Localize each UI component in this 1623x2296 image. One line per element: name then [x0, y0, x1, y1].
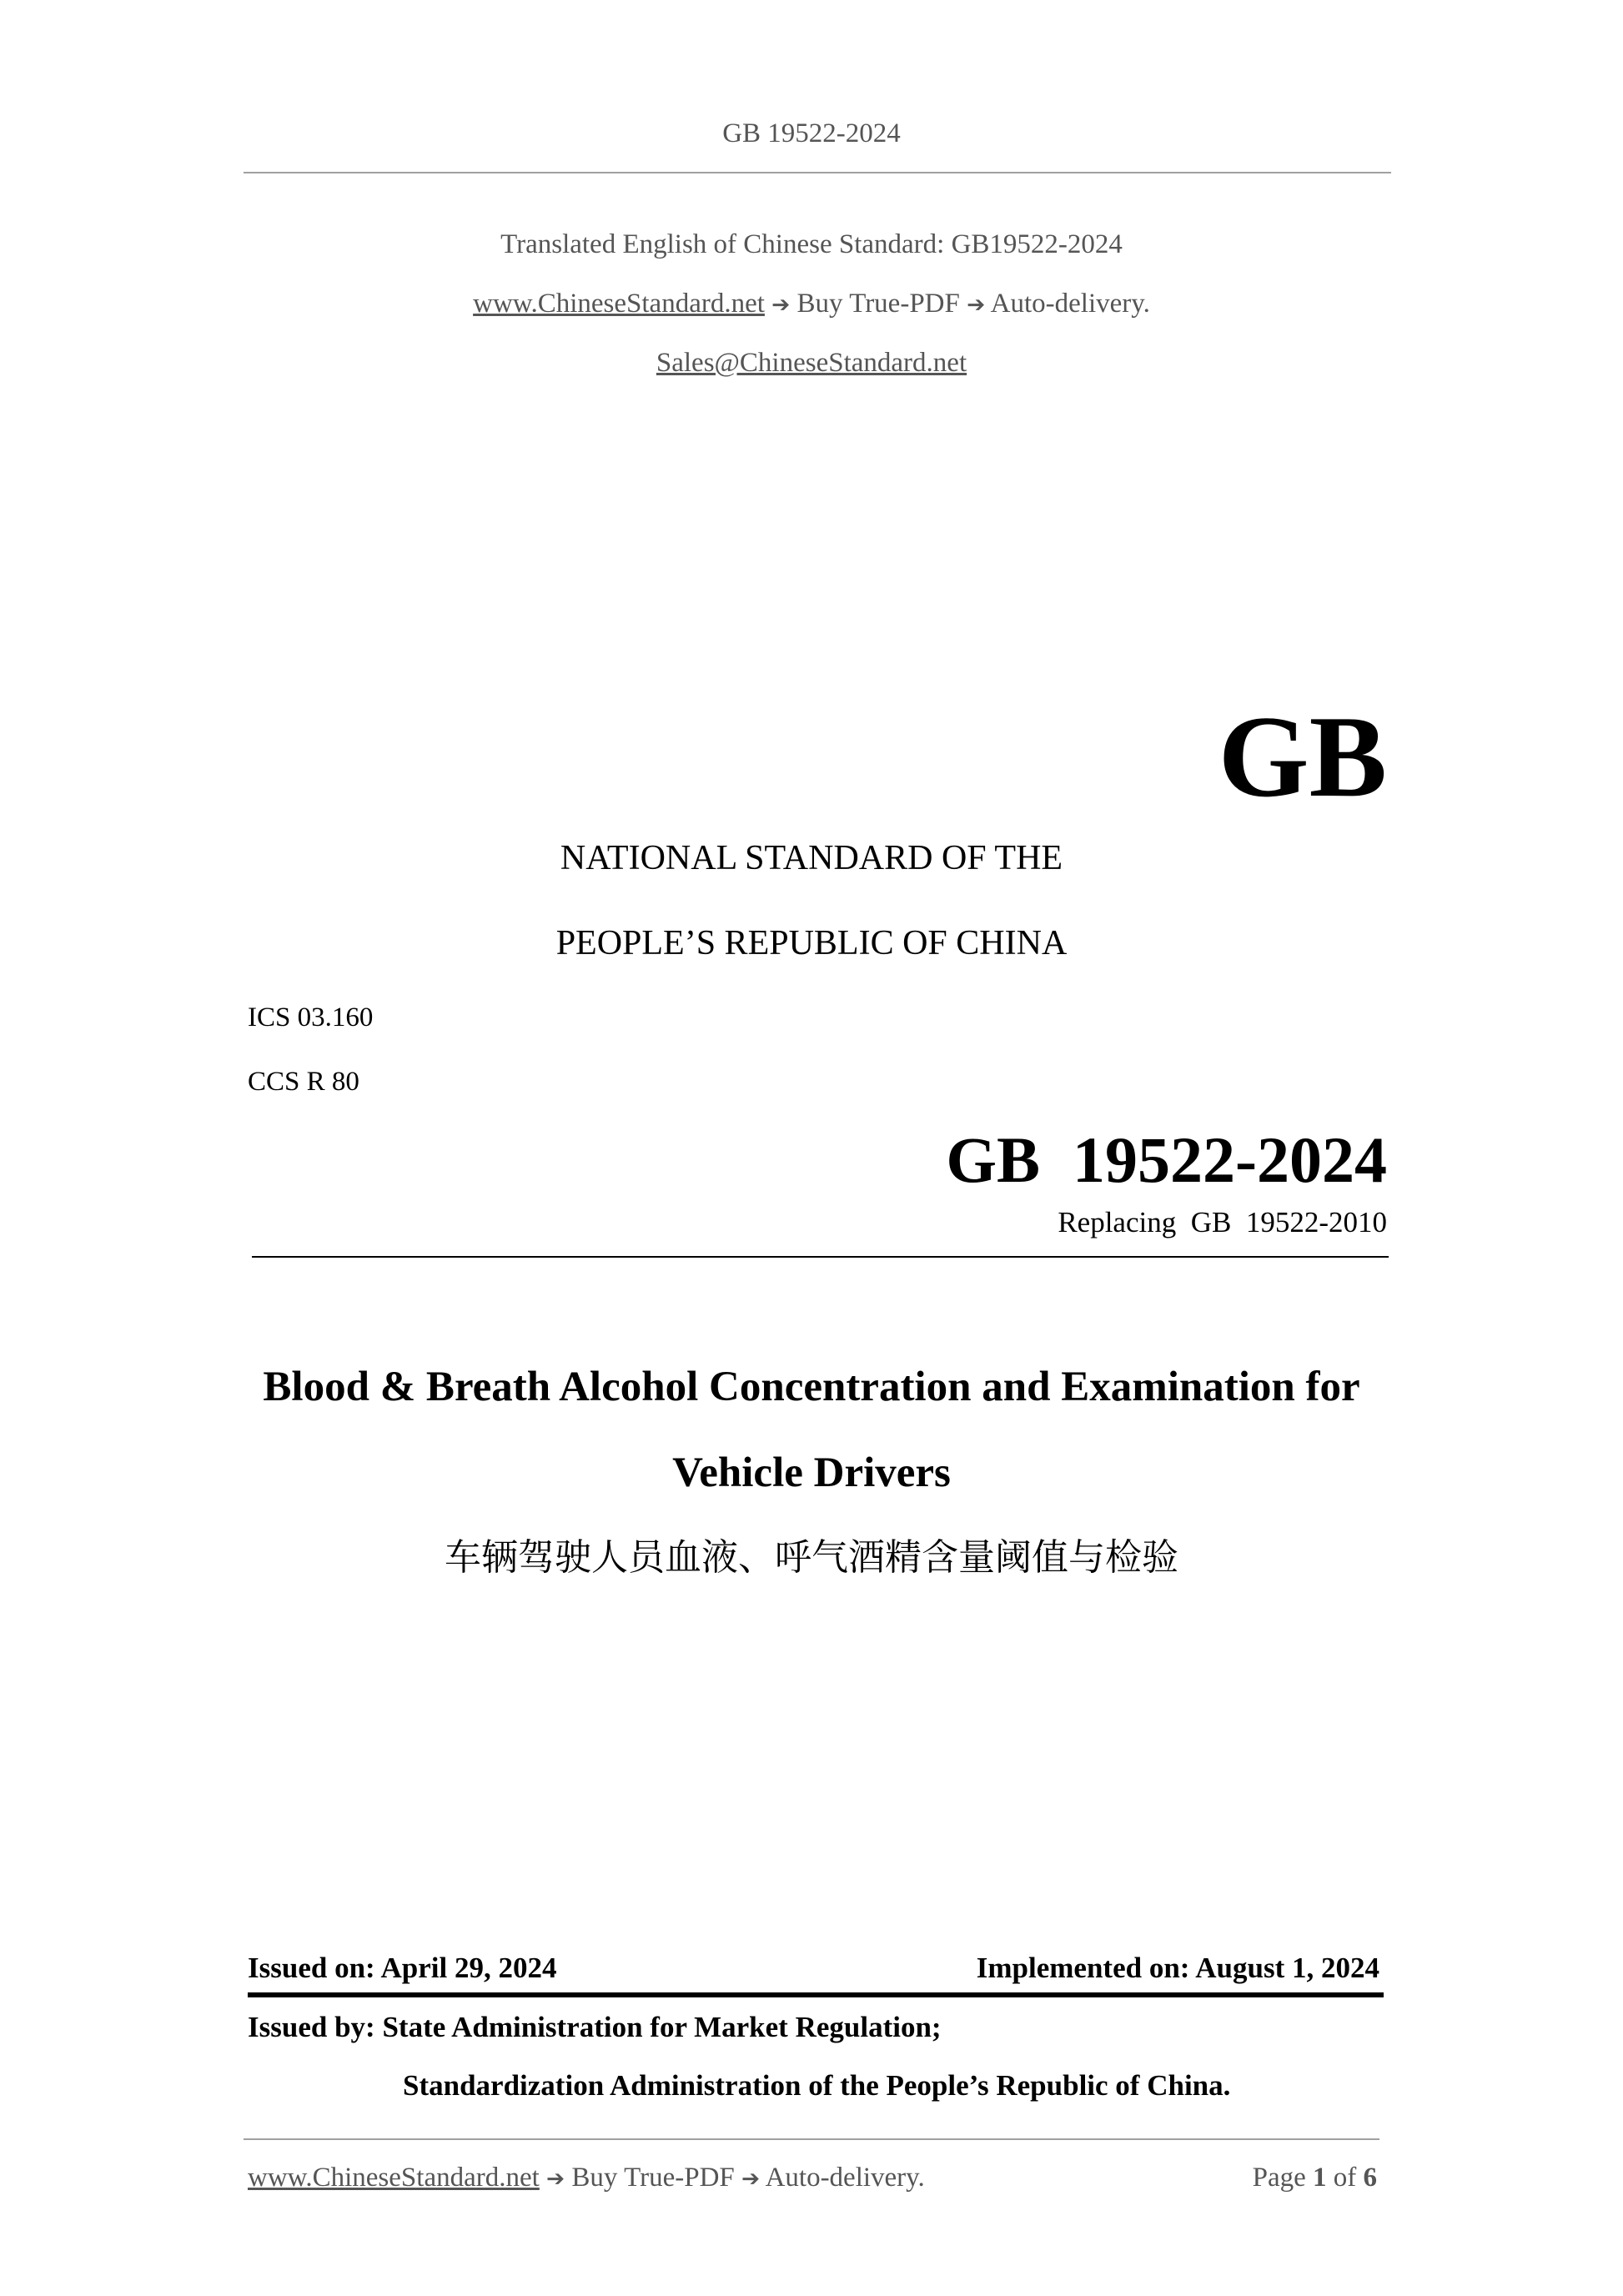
- title-chinese: 车辆驾驶人员血液、呼气酒精含量阈值与检验: [445, 1536, 1178, 1579]
- issue-rule: [248, 1992, 1384, 1997]
- promo-buy-line: [0, 290, 1623, 318]
- arrow-right-icon: ➔: [741, 2166, 761, 2192]
- issued-by-line1: Issued by: State Administration for Market Regulation;: [248, 2011, 942, 2043]
- title-line2: Vehicle Drivers: [672, 1449, 951, 1496]
- running-header: GB 19522-2024: [722, 118, 901, 148]
- arrow-right-icon: ➔: [546, 2166, 565, 2192]
- number-rule: [252, 1256, 1389, 1258]
- site-link[interactable]: www.ChineseStandard.net: [473, 289, 765, 319]
- ics-code: ICS 03.160: [248, 1002, 374, 1032]
- translated-line: Translated English of Chinese Standard: GB19522-2024: [500, 229, 1123, 259]
- arrow-right-icon: ➔: [967, 292, 986, 318]
- national-standard-line2: PEOPLE’S REPUBLIC OF CHINA: [555, 924, 1068, 962]
- page-of: of: [1333, 2163, 1357, 2193]
- delivery-text: Auto-delivery.: [990, 289, 1150, 319]
- footer-site-link[interactable]: www.ChineseStandard.net: [248, 2163, 540, 2193]
- national-standard-line1: NATIONAL STANDARD OF THE: [560, 839, 1063, 877]
- page-current: 1: [1313, 2163, 1327, 2193]
- standard-number: GB 19522-2024: [946, 1123, 1387, 1196]
- email-line: [0, 349, 1623, 377]
- footer-rule: [244, 2138, 1379, 2140]
- gb-mark: GB: [1218, 692, 1387, 821]
- issued-on: Issued on: April 29, 2024: [248, 1952, 557, 1984]
- header-rule: [244, 172, 1391, 173]
- title-line1: Blood & Breath Alcohol Concentration and Examination for: [263, 1364, 1360, 1410]
- footer-buy-text: Buy True-PDF: [571, 2163, 735, 2193]
- issued-by-line2: Standardization Administration of the People’s Republic of China.: [403, 2069, 1231, 2102]
- arrow-right-icon: ➔: [771, 292, 791, 318]
- footer-delivery-text: Auto-delivery.: [765, 2163, 925, 2193]
- buy-text: Buy True-PDF: [796, 289, 960, 319]
- footer-buy-line: [248, 2164, 925, 2192]
- ccs-code: CCS R 80: [248, 1067, 359, 1097]
- page-indicator: [1253, 2164, 1377, 2192]
- email-link[interactable]: Sales@ChineseStandard.net: [656, 348, 967, 378]
- replacing-note: Replacing GB 19522-2010: [1058, 1206, 1387, 1238]
- implemented-on: Implemented on: August 1, 2024: [976, 1952, 1379, 1984]
- page-label: Page: [1252, 2163, 1306, 2193]
- page-total: 6: [1363, 2163, 1377, 2193]
